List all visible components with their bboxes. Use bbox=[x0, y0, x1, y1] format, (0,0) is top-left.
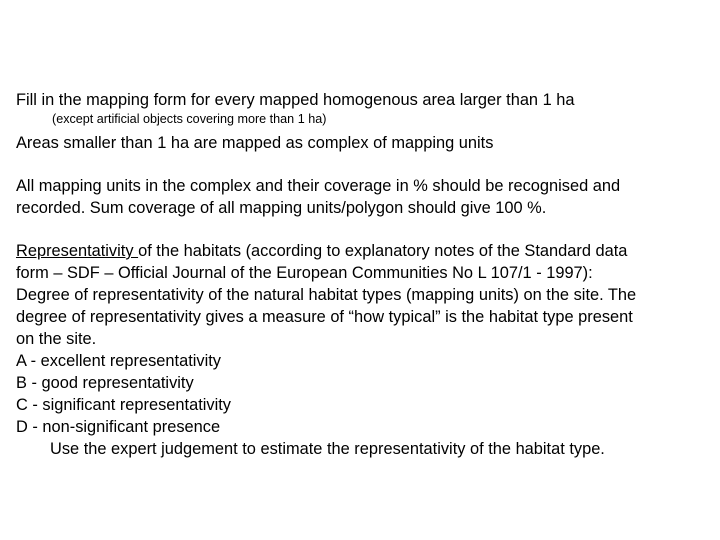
complex-text-1: All mapping units in the complex and their coverage in % should be recognised and bbox=[16, 177, 621, 195]
representativity-line-4: degree of representativity gives a measure of “how typical” is the habitat type present bbox=[16, 308, 633, 326]
representativity-paragraph bbox=[16, 240, 706, 460]
grade-b: B - good representativity bbox=[16, 374, 194, 392]
intro-line-1 bbox=[16, 89, 706, 111]
grade-d: D - non-significant presence bbox=[16, 418, 221, 436]
representativity-term: Representativity bbox=[16, 242, 139, 260]
representativity-line-1 bbox=[16, 240, 706, 262]
intro-line-2 bbox=[16, 132, 706, 154]
intro-text-1: Fill in the mapping form for every mapped homogenous area larger than 1 ha bbox=[16, 91, 575, 109]
representativity-line-5: on the site. bbox=[16, 330, 97, 348]
intro-text-2: Areas smaller than 1 ha are mapped as complex of mapping units bbox=[16, 134, 494, 152]
grade-c: C - significant representativity bbox=[16, 396, 231, 414]
complex-text-2: recorded. Sum coverage of all mapping units/polygon should give 100 %. bbox=[16, 199, 547, 217]
intro-note bbox=[52, 111, 326, 127]
artificial-objects-note: (except artificial objects covering more than 1 ha) bbox=[52, 112, 327, 126]
expert-judgement-instruction: Use the expert judgement to estimate the representativity of the habitat type. bbox=[50, 440, 605, 458]
complex-paragraph bbox=[16, 175, 706, 219]
representativity-line-1-rest: of the habitats (according to explanatory notes of the Standard data bbox=[138, 242, 628, 260]
representativity-line-2: form – SDF – Official Journal of the European Communities No L 107/1 - 1997): bbox=[16, 264, 593, 282]
representativity-line-3: Degree of representativity of the natural habitat types (mapping units) on the site. The bbox=[16, 286, 637, 304]
grade-a: A - excellent representativity bbox=[16, 352, 221, 370]
